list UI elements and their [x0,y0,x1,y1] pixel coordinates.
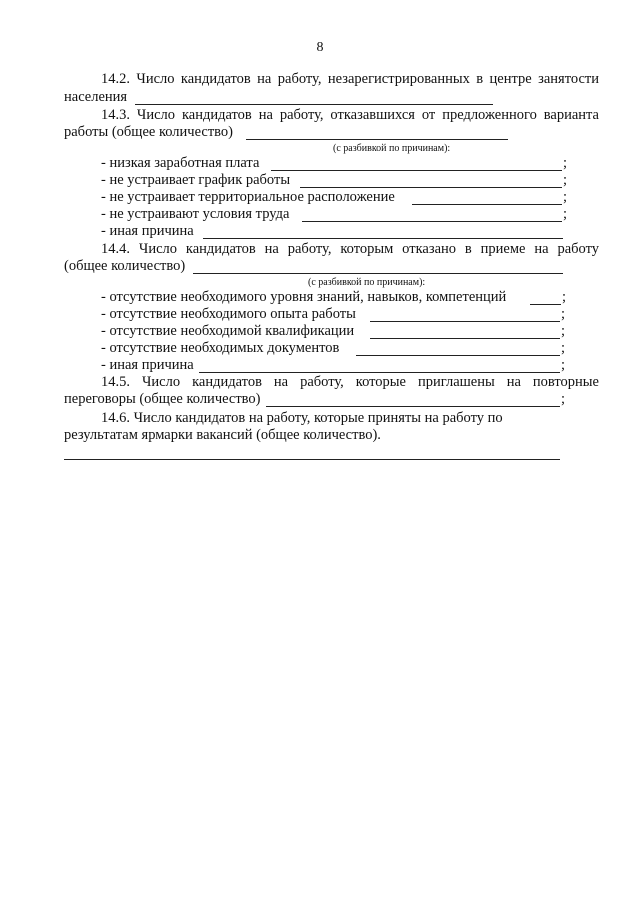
reason-item: - иная причина [101,357,194,373]
fill-line-reason[interactable] [300,187,562,188]
section-14-3-line1: 14.3. Число кандидатов на работу, отказавшихся от предложенного варианта [101,107,599,123]
fill-line-14-4-total[interactable] [193,273,563,274]
fill-line-reason[interactable] [370,338,560,339]
reason-item: - отсутствие необходимого опыта работы [101,306,356,322]
semicolon: ; [561,340,566,356]
section-14-6-line1: 14.6. Число кандидатов на работу, которые приняты на работу по [101,410,503,426]
section-14-6-line2: результатам ярмарки вакансий (общее количество). [64,427,381,443]
semicolon: ; [563,206,568,222]
reason-item: - отсутствие необходимого уровня знаний, навыков, компетенций [101,289,507,305]
reason-item: - отсутствие необходимых документов [101,340,340,356]
fill-line-reason[interactable] [199,372,560,373]
reason-item: - иная причина [101,223,194,239]
fill-line-14-2[interactable] [135,104,493,105]
reason-item: - низкая заработная плата [101,155,260,171]
section-14-3-line2: работы (общее количество) [64,124,233,140]
semicolon: ; [563,172,568,188]
fill-line-reason[interactable] [302,221,562,222]
fill-line-reason[interactable] [530,304,561,305]
semicolon: ; [561,306,566,322]
reason-item: - не устраивает график работы [101,172,291,188]
reason-item: - отсутствие необходимой квалификации [101,323,355,339]
reason-item: - не устраивает территориальное расположение [101,189,395,205]
fill-line-14-3-total[interactable] [246,139,508,140]
section-14-5-line2: переговоры (общее количество) [64,391,261,407]
section-14-2-line2: населения [64,89,128,105]
fill-line-reason[interactable] [356,355,560,356]
semicolon: ; [561,323,566,339]
section-14-5-line1: 14.5. Число кандидатов на работу, которые приглашены на повторные [101,374,599,390]
fill-line-reason[interactable] [412,204,562,205]
fill-line-reason[interactable] [203,238,563,239]
semicolon: ; [563,155,568,171]
section-14-4-line1: 14.4. Число кандидатов на работу, которым отказано в приеме на работу [101,241,599,257]
fill-line-14-5[interactable] [266,406,560,407]
breakdown-note-14-3: (с разбивкой по причинам): [333,143,451,154]
fill-line-reason[interactable] [370,321,560,322]
semicolon: ; [563,189,568,205]
semicolon: ; [562,289,567,305]
section-14-2-line1: 14.2. Число кандидатов на работу, незарегистрированных в центре занятости [101,71,599,87]
fill-line-reason[interactable] [271,170,562,171]
page-number: 8 [316,40,324,55]
fill-line-14-6[interactable] [64,459,560,460]
semicolon: ; [561,357,566,373]
breakdown-note-14-4: (с разбивкой по причинам): [308,277,426,288]
section-14-4-line2: (общее количество) [64,258,186,274]
semicolon: ; [561,391,566,407]
reason-item: - не устраивают условия труда [101,206,290,222]
